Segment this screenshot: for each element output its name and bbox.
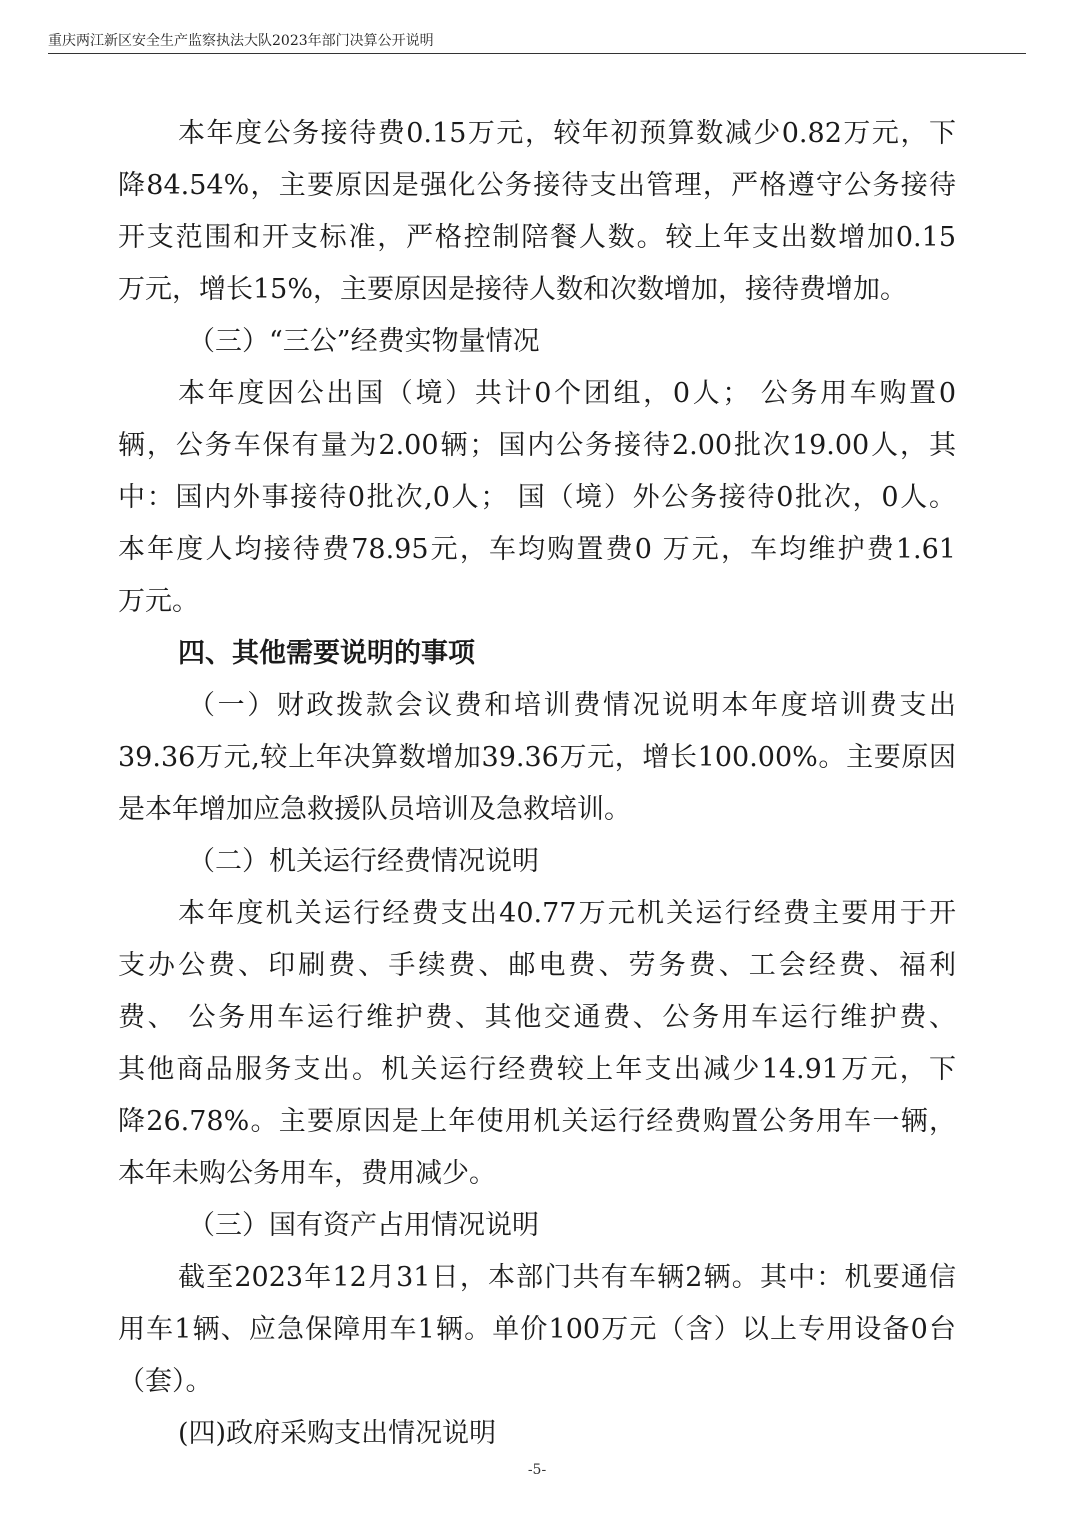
body-line: 本年度人均接待费78.95元，车均购置费0 万元，车均维护费1.61 [118, 534, 956, 565]
body-line: 支办公费、印刷费、手续费、邮电费、劳务费、工会经费、福利 [118, 950, 956, 981]
body-line: （一）财政拨款会议费和培训费情况说明本年度培训费支出 [188, 690, 956, 721]
body-line: 本年度因公出国（境）共计0个团组，0人； 公务用车购置0 [178, 378, 956, 409]
body-line: 截至2023年12月31日，本部门共有车辆2辆。其中：机要通信 [178, 1262, 956, 1293]
document-body [118, 112, 956, 1464]
body-line: 万元。 [118, 586, 199, 617]
body-line: 是本年增加应急救援队员培训及急救培训。 [118, 794, 631, 825]
header-divider [48, 53, 1026, 54]
subsection-heading: （二）机关运行经费情况说明 [188, 846, 539, 877]
body-line: 降26.78%。主要原因是上年使用机关运行经费购置公务用车一辆， [118, 1106, 956, 1137]
body-line: 本年未购公务用车，费用减少。 [118, 1158, 496, 1189]
section-heading: 四、其他需要说明的事项 [178, 638, 475, 669]
body-line: 中：国内外事接待0批次,0人； 国（境）外公务接待0批次，0人。 [118, 482, 956, 513]
body-line: 费、 公务用车运行维护费、其他交通费、公务用车运行维护费、 [118, 1002, 956, 1033]
page-number: -5- [527, 1462, 547, 1478]
body-line: 开支范围和开支标准，严格控制陪餐人数。较上年支出数增加0.15 [118, 222, 956, 253]
body-line: 辆，公务车保有量为2.00辆；国内公务接待2.00批次19.00人，其 [118, 430, 956, 461]
body-line: 用车1辆、应急保障用车1辆。单价100万元（含）以上专用设备0台 [118, 1314, 956, 1345]
subsection-heading: （三）“三公”经费实物量情况 [188, 326, 540, 357]
body-line: （套）。 [118, 1366, 213, 1397]
subsection-heading: （三）国有资产占用情况说明 [188, 1210, 539, 1241]
body-line: 其他商品服务支出。机关运行经费较上年支出减少14.91万元，下 [118, 1054, 956, 1085]
subsection-heading: (四)政府采购支出情况说明 [178, 1418, 497, 1449]
body-line: 本年度公务接待费0.15万元，较年初预算数减少0.82万元，下 [178, 118, 956, 149]
body-line: 万元，增长15%，主要原因是接待人数和次数增加，接待费增加。 [118, 274, 908, 305]
body-line: 本年度机关运行经费支出40.77万元机关运行经费主要用于开 [178, 898, 956, 929]
page-header-title: 重庆两江新区安全生产监察执法大队2023年部门决算公开说明 [48, 33, 434, 49]
body-line: 39.36万元,较上年决算数增加39.36万元，增长100.00%。主要原因 [118, 742, 956, 773]
body-line: 降84.54%，主要原因是强化公务接待支出管理，严格遵守公务接待 [118, 170, 956, 201]
